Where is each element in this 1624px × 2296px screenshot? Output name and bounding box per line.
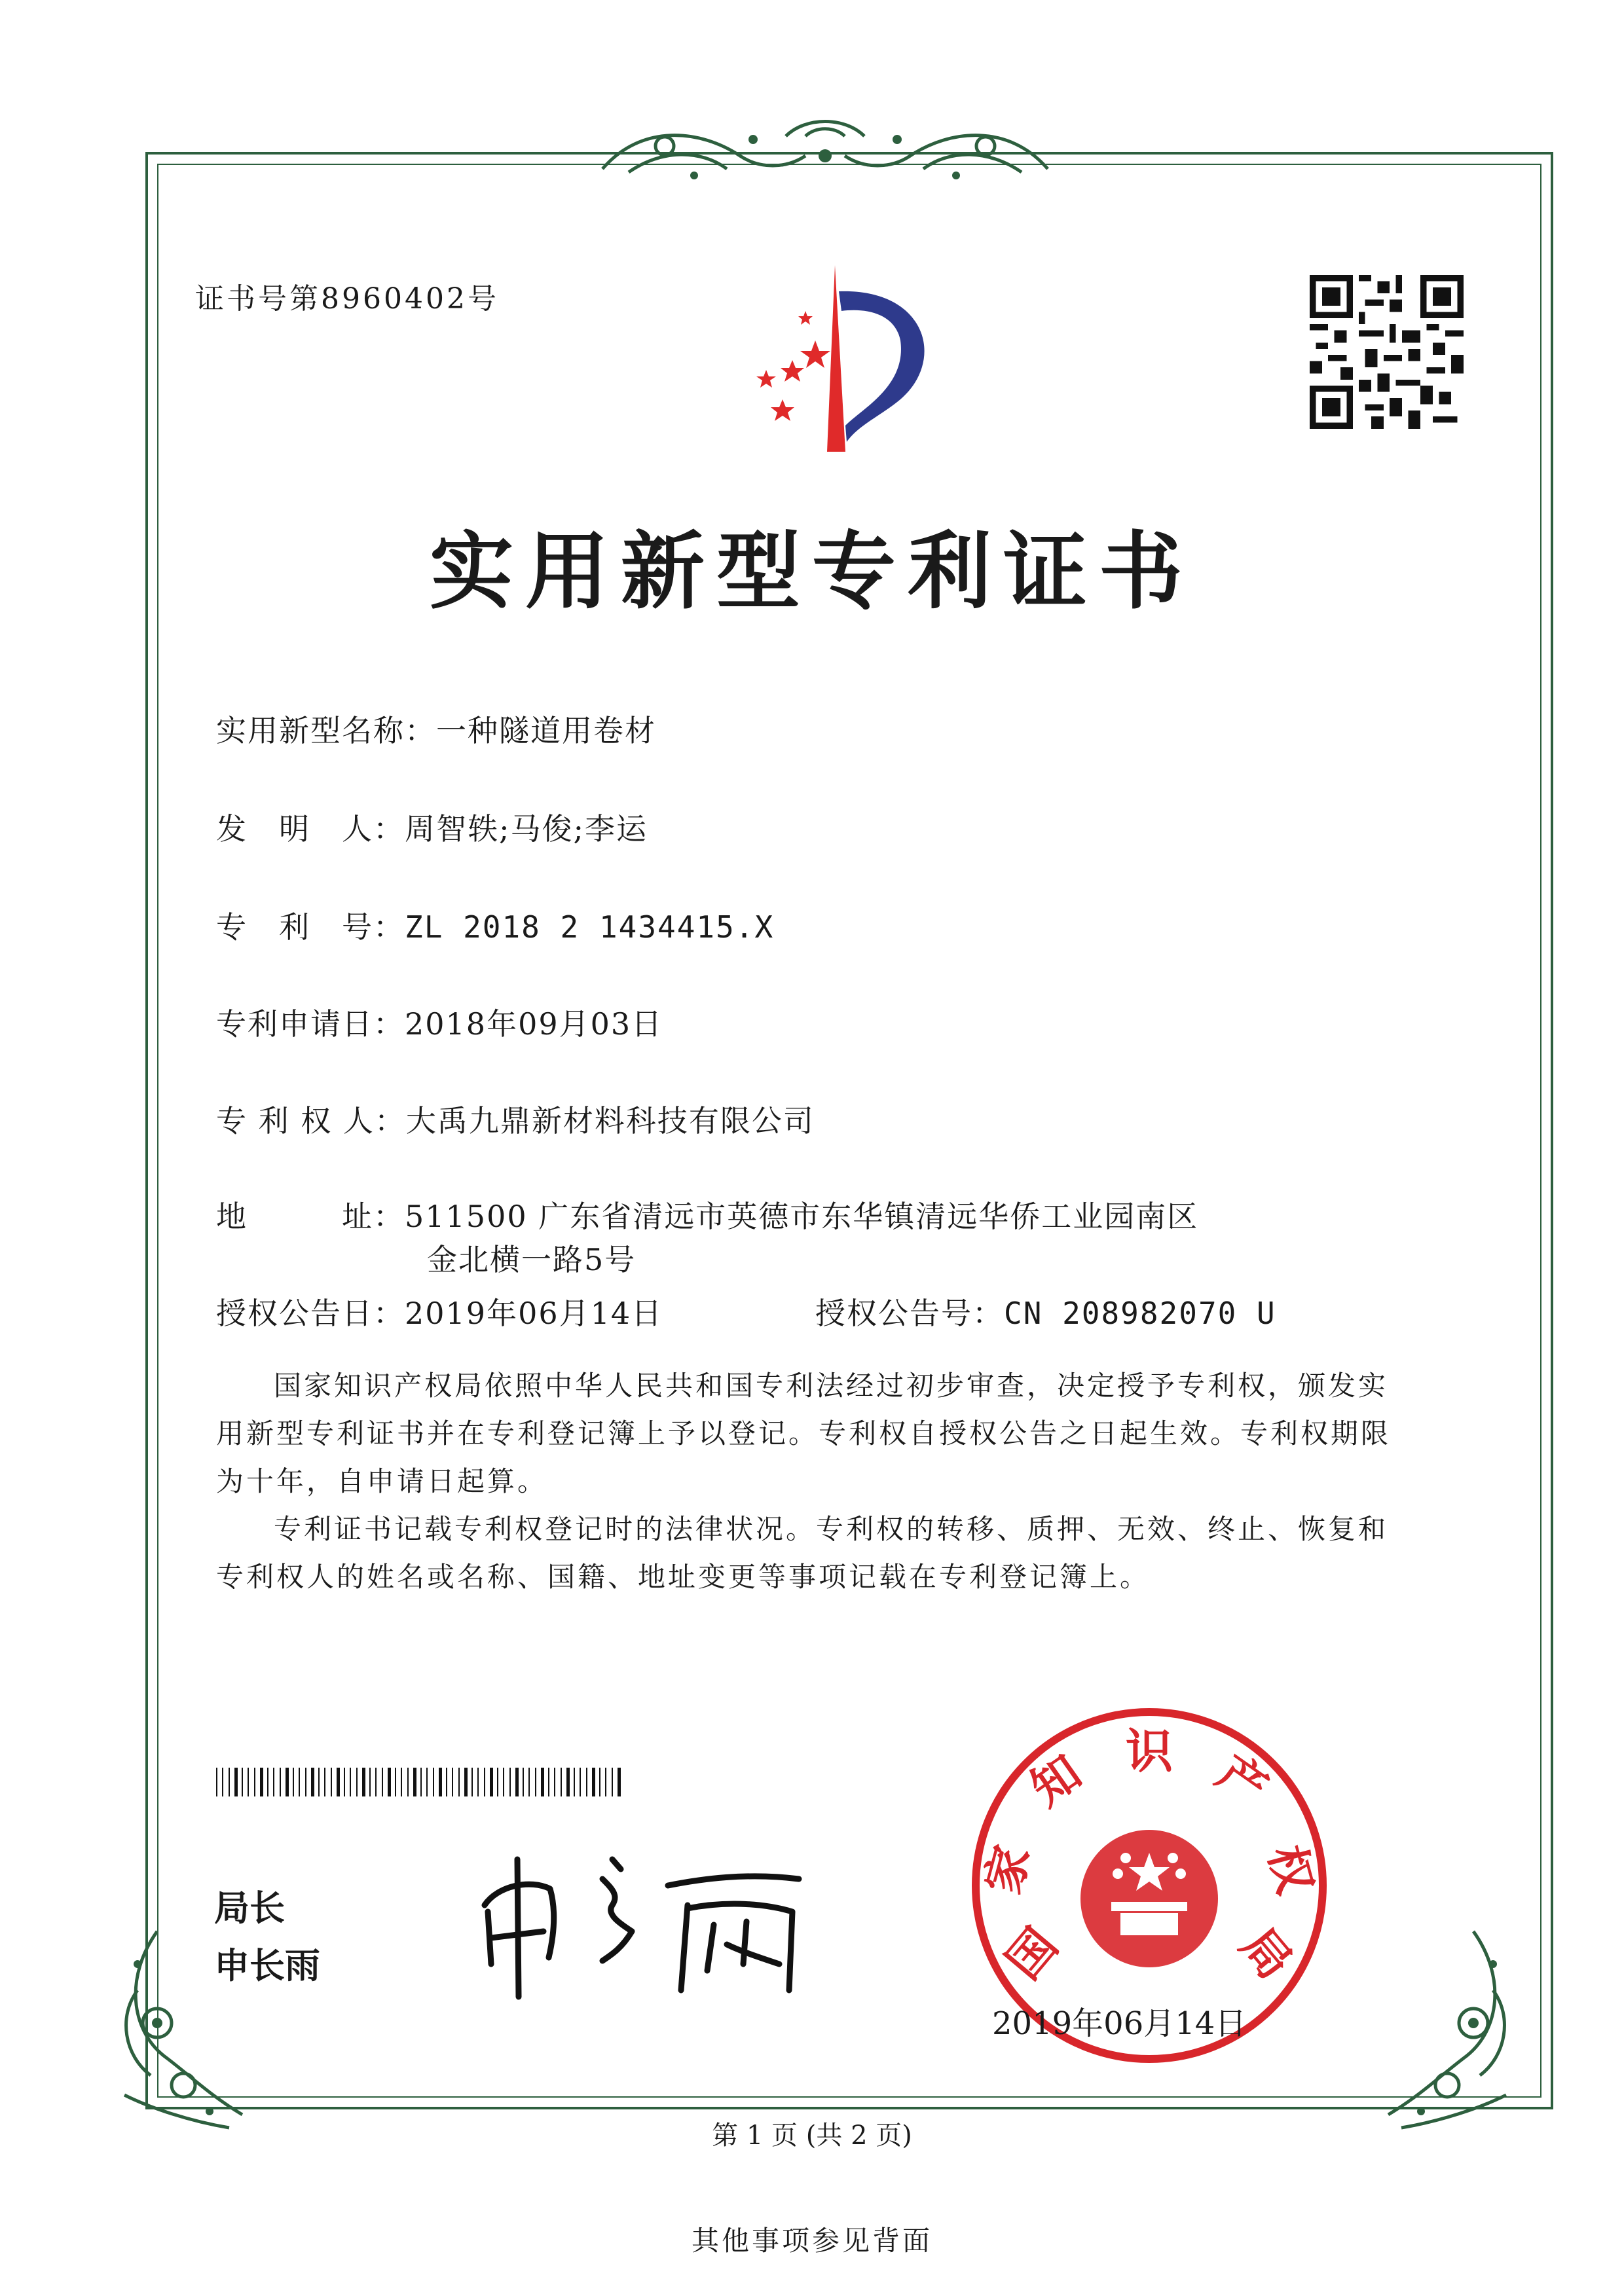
barcode-bar — [420, 1768, 422, 1796]
barcode-bar — [535, 1768, 536, 1796]
barcode-bar — [324, 1768, 325, 1796]
barcode-bar — [554, 1768, 555, 1796]
grant-number-label: 授权公告号： — [815, 1296, 1004, 1331]
barcode-bar — [273, 1768, 274, 1796]
barcode-bar — [267, 1768, 268, 1796]
barcode-bar — [395, 1768, 396, 1796]
barcode-bar — [464, 1768, 468, 1796]
svg-text:知: 知 — [1021, 1744, 1092, 1817]
barcode-bar — [299, 1768, 300, 1796]
grant-date-row — [216, 1290, 663, 1333]
svg-text:权: 权 — [1258, 1839, 1324, 1900]
patent-number-value: ZL 2018 2 1434415.X — [405, 909, 775, 945]
barcode-bar — [503, 1768, 504, 1796]
barcode-bar — [344, 1768, 345, 1796]
svg-text:家: 家 — [974, 1839, 1041, 1900]
barcode-bar — [490, 1768, 493, 1796]
utility-model-name-value: 一种隧道用卷材 — [436, 713, 656, 748]
address-row — [216, 1193, 1198, 1236]
barcode-bar — [566, 1768, 570, 1796]
svg-text:产: 产 — [1207, 1744, 1278, 1817]
barcode-bar — [305, 1768, 306, 1796]
grant-number-row — [815, 1290, 1276, 1333]
qr-code — [1310, 275, 1464, 429]
barcode-bar — [426, 1768, 428, 1796]
barcode-bar — [375, 1768, 377, 1796]
barcode-bar — [586, 1768, 587, 1796]
barcode-bar — [497, 1768, 498, 1796]
barcode-bar — [561, 1768, 562, 1796]
barcode-bar — [439, 1768, 442, 1796]
barcode-bar — [433, 1768, 434, 1796]
barcode-bar — [222, 1768, 223, 1796]
seal-date: 2019年06月14日 — [992, 2005, 1247, 2042]
barcode-bar — [484, 1768, 485, 1796]
filing-date-row — [216, 1000, 663, 1044]
barcode-bar — [612, 1768, 613, 1796]
address-line2: 金北横一路5号 — [427, 1242, 637, 1277]
barcode-bar — [318, 1768, 320, 1796]
body-paragraph-2: 专利证书记载专利权登记时的法律状况。专利权的转移、质押、无效、终止、恢复和专利权人的姓名或名称、国籍、地址变更等事项记载在专利登记簿上。 — [216, 1513, 1389, 1593]
barcode-bar — [260, 1768, 263, 1796]
barcode-bar — [280, 1768, 281, 1796]
certificate-number: 证书号第8960402号 — [195, 282, 499, 316]
barcode-bar — [382, 1768, 383, 1796]
barcode-bar — [254, 1768, 255, 1796]
inventor-label: 发 明 人： — [216, 811, 405, 847]
grant-number-value: CN 208982070 U — [1004, 1296, 1276, 1331]
inventor-row — [216, 805, 648, 848]
page-number: 第 1 页 (共 2 页) — [712, 2121, 912, 2151]
barcode-bar — [574, 1768, 575, 1796]
barcode-bar — [350, 1768, 351, 1796]
barcode-bar — [541, 1768, 544, 1796]
barcode-bar — [452, 1768, 453, 1796]
patent-number-row — [216, 903, 774, 947]
utility-model-name-label: 实用新型名称： — [216, 713, 436, 748]
barcode-bar — [369, 1768, 371, 1796]
barcode-bar — [477, 1768, 479, 1796]
body-paragraph-1: 国家知识产权局依照中华人民共和国专利法经过初步审查，决定授予专利权，颁发实用新型专利证书并在专利登记簿上予以登记。专利权自授权公告之日起生效。专利权期限为十年，自申请日起算。 — [216, 1370, 1392, 1497]
barcode-bar — [446, 1768, 447, 1796]
barcode-bar — [229, 1768, 230, 1796]
barcode-bar — [515, 1768, 519, 1796]
grant-date-value: 2019年06月14日 — [405, 1296, 663, 1331]
director-title: 局长 — [214, 1887, 285, 1929]
barcode-bar — [388, 1768, 391, 1796]
barcode-bar — [362, 1768, 365, 1796]
cnipa-logo — [710, 262, 959, 458]
svg-text:国: 国 — [995, 1918, 1069, 1990]
filing-date-value: 2018年09月03日 — [405, 1006, 663, 1042]
address-line1: 511500 广东省清远市英德市东华镇清远华侨工业园南区 — [405, 1199, 1199, 1234]
barcode-bar — [234, 1768, 238, 1796]
barcode-bar — [471, 1768, 473, 1796]
barcode-bar — [242, 1768, 243, 1796]
barcode-bar — [605, 1768, 606, 1796]
top-ornament — [589, 110, 1061, 195]
certificate-body — [216, 1362, 1414, 1601]
svg-text:局: 局 — [1230, 1918, 1303, 1990]
filing-date-label: 专利申请日： — [216, 1006, 405, 1042]
address-line2-row — [427, 1236, 636, 1279]
barcode-bar — [286, 1768, 289, 1796]
patentee-label: 专 利 权 人： — [216, 1103, 406, 1139]
barcode-bar — [580, 1768, 581, 1796]
barcode-bar — [356, 1768, 358, 1796]
barcode-bar — [331, 1768, 332, 1796]
barcode-bar — [413, 1768, 416, 1796]
inventor-value: 周智轶;马俊;李运 — [405, 811, 648, 847]
barcode-bar — [592, 1768, 595, 1796]
director-signature — [471, 1833, 819, 2003]
utility-model-name-row — [216, 707, 656, 750]
svg-text:识: 识 — [1125, 1724, 1173, 1779]
barcode-bar — [293, 1768, 294, 1796]
barcode-bar — [401, 1768, 402, 1796]
certificate-title: 实用新型专利证书 — [429, 522, 1194, 621]
address-label: 地 址： — [216, 1199, 405, 1234]
footer-note: 其他事项参见背面 — [691, 2225, 932, 2257]
barcode-bar — [407, 1768, 409, 1796]
bottom-right-ornament — [1369, 1925, 1519, 2134]
barcode-bar — [509, 1768, 511, 1796]
barcode — [216, 1768, 622, 1796]
barcode-bar — [523, 1768, 524, 1796]
grant-date-label: 授权公告日： — [216, 1296, 405, 1331]
barcode-bar — [311, 1768, 314, 1796]
patentee-row — [216, 1097, 815, 1140]
barcode-bar — [458, 1768, 460, 1796]
patent-number-label: 专 利 号： — [216, 909, 405, 945]
barcode-bar — [548, 1768, 549, 1796]
barcode-bar — [618, 1768, 621, 1796]
patentee-value: 大禹九鼎新材料科技有限公司 — [405, 1103, 815, 1139]
barcode-bar — [528, 1768, 530, 1796]
barcode-bar — [248, 1768, 249, 1796]
barcode-bar — [599, 1768, 600, 1796]
barcode-bar — [337, 1768, 340, 1796]
barcode-bar — [216, 1768, 217, 1796]
director-name: 申长雨 — [214, 1945, 320, 1986]
